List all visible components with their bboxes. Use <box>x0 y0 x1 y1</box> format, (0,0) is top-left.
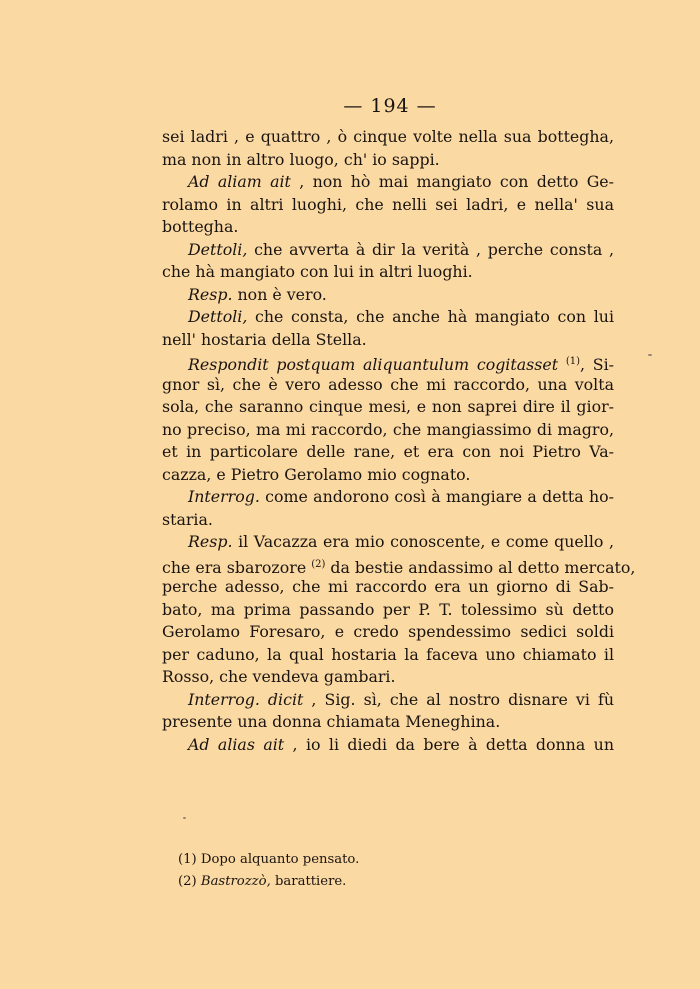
italic-text: Interrog. <box>188 487 260 506</box>
text-line <box>162 464 614 487</box>
text-line <box>162 194 614 217</box>
text-line <box>162 396 614 419</box>
text-run: rolamo in altri luoghi, che nelli sei ladri, e nella' sua <box>162 194 614 214</box>
italic-text: Ad alias ait <box>188 734 285 754</box>
body-text <box>162 126 636 756</box>
text-line <box>162 486 614 509</box>
text-line <box>162 576 614 599</box>
text-line <box>162 734 614 757</box>
text-run: , Si- <box>579 355 614 374</box>
text-line <box>162 599 614 622</box>
text-line <box>162 441 614 464</box>
text-run: (2) <box>178 874 201 889</box>
text-run: barattiere. <box>270 874 347 889</box>
footnotes <box>178 849 359 893</box>
text-run: bottegha. <box>162 217 239 236</box>
text-line <box>162 284 614 307</box>
footnote-marker: (2) <box>311 558 326 570</box>
text-line <box>162 149 614 172</box>
text-run: che hà mangiato con lui in altri luoghi. <box>162 262 473 281</box>
text-run <box>558 355 566 374</box>
text-line <box>162 171 614 194</box>
text-line <box>162 644 614 667</box>
text-line <box>162 306 614 329</box>
text-run: Rosso, che vendeva gambari. <box>162 667 396 686</box>
text-run: perche adesso, che mi raccordo era un giorno di Sab- <box>162 577 614 596</box>
text-line <box>162 666 614 689</box>
footnote-marker: (1) <box>565 356 580 367</box>
text-run: da bestie andassimo al detto mercato, <box>325 557 636 577</box>
text-run: bato, ma prima passando per P. T. tolessimo sù detto <box>162 599 614 619</box>
text-run: nell' hostaria della Stella. <box>162 329 367 349</box>
text-line <box>162 531 614 554</box>
text-run: (1) Dopo alquanto pensato. <box>178 852 360 867</box>
text-line <box>162 419 614 442</box>
italic-text: Bastrozzò, <box>200 874 271 889</box>
paper-speck <box>648 354 652 356</box>
text-line <box>162 126 614 149</box>
text-run: per caduno, la qual hostaria la faceva uno chiamato il <box>162 644 614 664</box>
text-line <box>162 239 614 262</box>
text-line <box>162 509 614 532</box>
text-run: gnor sì, che è vero adesso che mi raccordo, una volta <box>162 374 614 394</box>
text-line <box>162 621 614 644</box>
paper-speck <box>183 817 186 819</box>
text-run: , Sig. sì, che al nostro disnare vi fù <box>303 689 614 709</box>
text-run: sei ladri , e quattro , ò cinque volte nella sua bottegha, <box>162 127 614 146</box>
text-run: , io li diedi da bere à detta donna un <box>284 734 614 754</box>
italic-text: Dettoli, <box>188 239 248 259</box>
footnote <box>178 849 359 871</box>
text-run: sola, che saranno cinque mesi, e non saprei dire il gior- <box>162 397 614 416</box>
text-line <box>162 711 614 734</box>
text-line <box>162 329 614 352</box>
italic-text: Ad aliam ait <box>188 172 291 191</box>
text-line <box>162 554 636 577</box>
text-run: ma non in altro luogo, ch' io sappi. <box>162 149 440 169</box>
text-line <box>162 216 614 239</box>
text-line <box>162 689 614 712</box>
text-run: che avverta à dir la verità , perche consta , <box>247 239 614 259</box>
text-run: Gerolamo Foresaro, e credo spendessimo sedici soldi <box>162 622 614 641</box>
page-number: — 194 — <box>343 95 437 117</box>
text-line <box>162 261 614 284</box>
text-run: come andorono così à mangiare a detta ho- <box>259 487 614 506</box>
italic-text: Respondit postquam aliquantulum cogitasset <box>188 355 559 374</box>
italic-text: Interrog. dicit <box>188 689 304 709</box>
text-run: , non hò mai mangiato con detto Ge- <box>290 172 614 191</box>
italic-text: Resp. <box>188 532 233 551</box>
text-run: et in particolare delle rane, et era con noi Pietro Va- <box>162 442 614 461</box>
text-run: non è vero. <box>232 284 327 304</box>
footnote <box>178 871 359 893</box>
text-run: staria. <box>162 509 213 529</box>
text-run: cazza, e Pietro Gerolamo mio cognato. <box>162 464 471 484</box>
italic-text: Resp. <box>188 284 233 304</box>
text-run: presente una donna chiamata Meneghina. <box>162 712 501 731</box>
text-line <box>162 351 614 374</box>
text-run: che consta, che anche hà mangiato con lui <box>247 307 614 326</box>
italic-text: Dettoli, <box>188 307 248 326</box>
text-run: che era sbarozore <box>162 557 312 577</box>
text-run: no preciso, ma mi raccordo, che mangiassimo di magro, <box>162 419 614 439</box>
text-run: il Vacazza era mio conoscente, e come quello , <box>232 532 614 551</box>
text-line <box>162 374 614 397</box>
